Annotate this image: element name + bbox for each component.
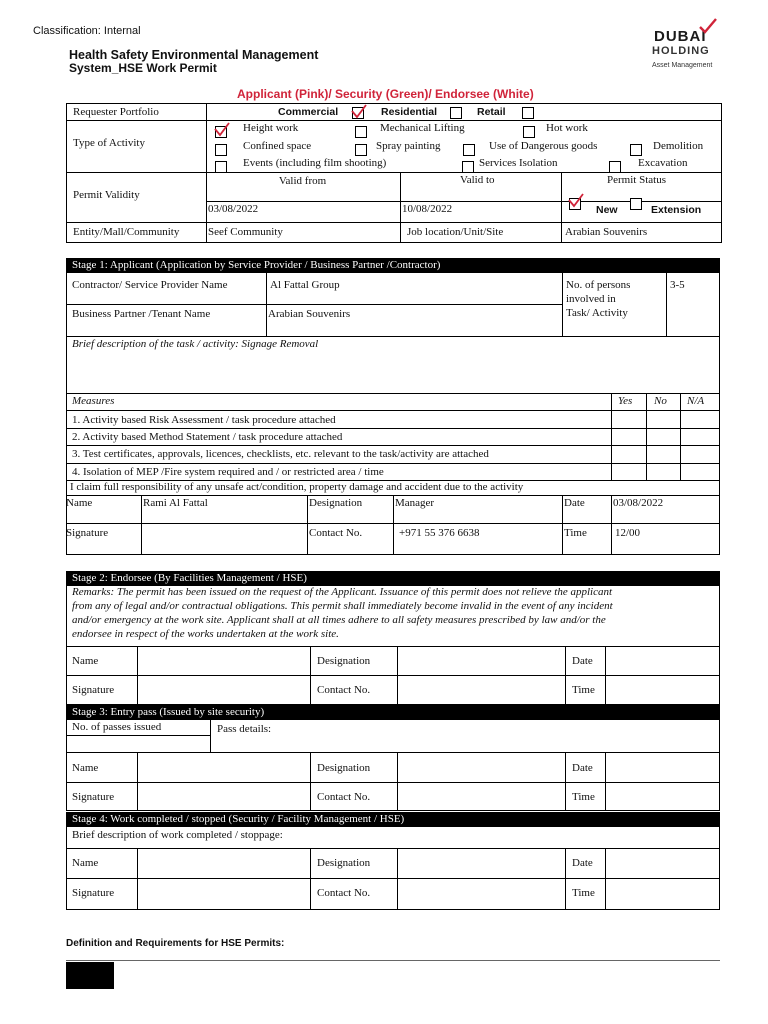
footer-black-block [66,962,114,989]
activity-mechanical-lifting-label: Mechanical Lifting [380,122,465,134]
applicant-time-label: Time [564,527,587,539]
applicant-name-label: Name [66,497,93,509]
measures-yes-header: Yes [618,395,633,407]
activity-mechanical-lifting-checkbox[interactable] [355,126,367,138]
permit-validity-label: Permit Validity [73,189,140,201]
partner-value: Arabian Souvenirs [268,308,351,320]
page-title: Health Safety Environmental Management [69,48,319,62]
entity-value: Seef Community [208,226,283,238]
status-new-label: New [596,204,618,216]
persons-label-line2: involved in [566,293,616,305]
measure-item: 2. Activity based Method Statement / task procedure attached [72,431,343,443]
logo-line2: HOLDING [652,45,710,57]
applicant-time-value: 12/00 [615,527,641,539]
residential-check-mark-icon [350,104,368,120]
completion-date-label: Date [572,857,593,869]
applicant-date-label: Date [564,497,585,509]
measure-item: 1. Activity based Risk Assessment / task procedure attached [72,414,336,426]
completion-signature-label: Signature [72,887,115,899]
stage3-table [66,719,720,811]
stage1-header: Stage 1: Applicant (Application by Service Provider / Business Partner /Contractor) [66,258,720,272]
portfolio-residential-checkbox[interactable] [450,107,462,119]
stage4-header: Stage 4: Work completed / stopped (Security / Facility Management / HSE) [66,812,720,826]
portfolio-retail-label: Retail [477,106,506,118]
measure-item: 4. Isolation of MEP /Fire system required and / or restricted area / time [72,466,384,478]
endorsee-signature-label: Signature [72,684,115,696]
activity-events-label: Events (including film shooting) [243,157,387,169]
requester-portfolio-label: Requester Portfolio [73,106,159,118]
measures-na-header: N/A [687,395,705,407]
stage2-remarks-line: from any of legal and/or contractual obligations. This permit shall immediately become invalid in the event of any incident [72,600,613,612]
activity-hot-work-label: Hot work [546,122,588,134]
activity-excavation-label: Excavation [638,157,688,169]
activity-services-isolation-checkbox[interactable] [462,161,474,173]
applicant-designation-value: Manager [395,497,435,509]
endorsee-date-label: Date [572,655,593,667]
status-extension-label: Extension [651,204,702,216]
type-of-activity-label: Type of Activity [73,137,145,149]
applicant-designation-label: Designation [309,497,363,509]
security-name-label: Name [72,762,99,774]
measures-no-header: No [654,395,667,407]
endorsee-contact-label: Contact No. [317,684,371,696]
applicant-contact-value: +971 55 376 6638 [399,527,480,539]
passes-issued-label: No. of passes issued [72,721,162,733]
pass-details-label: Pass details: [217,723,272,735]
completion-name-label: Name [72,857,99,869]
partner-label: Business Partner /Tenant Name [72,308,211,320]
activity-spray-painting-checkbox[interactable] [355,144,367,156]
persons-value: 3-5 [670,279,685,291]
portfolio-commercial-label: Commercial [278,106,339,118]
permit-status-label: Permit Status [607,174,666,186]
activity-spray-painting-label: Spray painting [376,140,441,152]
contractor-label: Contractor/ Service Provider Name [72,279,228,291]
classification-label: Classification: Internal [33,25,141,37]
stage2-remarks-line: endorsee in respect of the works undertaken at the work site. [72,628,339,640]
page-subtitle-clip [69,61,249,75]
logo-tick-icon [698,18,718,34]
applicant-name-value: Rami Al Fattal [143,497,208,509]
endorsee-time-label: Time [572,684,595,696]
company-logo [650,18,720,70]
activity-confined-space-label: Confined space [243,140,312,152]
activity-dangerous-goods-label: Use of Dangerous goods [489,140,598,152]
responsibility-claim: I claim full responsibility of any unsafe act/condition, property damage and accident due to the activity [70,481,524,493]
valid-from-label: Valid from [278,175,327,187]
activity-excavation-checkbox[interactable] [609,161,621,173]
footer-divider [66,960,720,961]
valid-to-label: Valid to [460,174,495,186]
endorsee-designation-label: Designation [317,655,371,667]
portfolio-residential-label: Residential [381,106,438,118]
persons-label-line3: Task/ Activity [566,307,628,319]
valid-from-value: 03/08/2022 [208,203,259,215]
endorsee-name-label: Name [72,655,99,667]
task-description: Brief description of the task / activity: Signage Removal [72,338,319,350]
measures-header: Measures [72,395,115,407]
activity-services-isolation-label: Services Isolation [479,157,558,169]
security-designation-label: Designation [317,762,371,774]
applicant-contact-label: Contact No. [309,527,363,539]
stage2-remarks-line: Remarks: The permit has been issued on the request of the Applicant. Issuance of this permit does not relieve the applicant [72,586,613,598]
activity-demolition-label: Demolition [653,140,704,152]
job-location-label: Job location/Unit/Site [407,226,504,238]
persons-label-line1: No. of persons [566,279,631,291]
security-contact-label: Contact No. [317,791,371,803]
security-time-label: Time [572,791,595,803]
activity-demolition-checkbox[interactable] [630,144,642,156]
completion-designation-label: Designation [317,857,371,869]
activity-height-work-label: Height work [243,122,299,134]
applicant-signature-label: Signature [66,527,109,539]
valid-to-value: 10/08/2022 [402,203,453,215]
activity-hot-work-checkbox[interactable] [523,126,535,138]
activity-dangerous-goods-checkbox[interactable] [463,144,475,156]
stage2-header: Stage 2: Endorsee (By Facilities Management / HSE) [66,571,720,585]
applicant-date-value: 03/08/2022 [613,497,664,509]
page-subtitle: System_HSE Work Permit [69,61,217,75]
copy-distribution-note: Applicant (Pink)/ Security (Green)/ Endorsee (White) [237,87,534,101]
activity-events-checkbox[interactable] [215,161,227,173]
height-work-check-mark-icon [213,122,231,138]
completion-contact-label: Contact No. [317,887,371,899]
logo-line3: Asset Management [652,62,713,69]
activity-confined-space-checkbox[interactable] [215,144,227,156]
status-extension-checkbox[interactable] [630,198,642,210]
work-completed-description-label: Brief description of work completed / stoppage: [72,829,283,841]
portfolio-retail-checkbox[interactable] [522,107,534,119]
measure-item: 3. Test certificates, approvals, licences, checklists, etc. relevant to the task/activity are attached [72,448,489,460]
logo-line1: DUBAI [654,28,707,45]
contractor-value: Al Fattal Group [270,279,340,291]
entity-label: Entity/Mall/Community [73,226,180,238]
stage2-remarks-line: and/or emergency at the work site. Applicant shall at all times adhere to all safety measures prescribed by law and/or the [72,614,606,626]
completion-time-label: Time [572,887,595,899]
stage3-header: Stage 3: Entry pass (Issued by site security) [66,705,720,719]
status-new-check-mark-icon [567,193,585,209]
security-date-label: Date [572,762,593,774]
job-location-value: Arabian Souvenirs [565,226,648,238]
definitions-heading: Definition and Requirements for HSE Permits: [66,938,285,949]
security-signature-label: Signature [72,791,115,803]
